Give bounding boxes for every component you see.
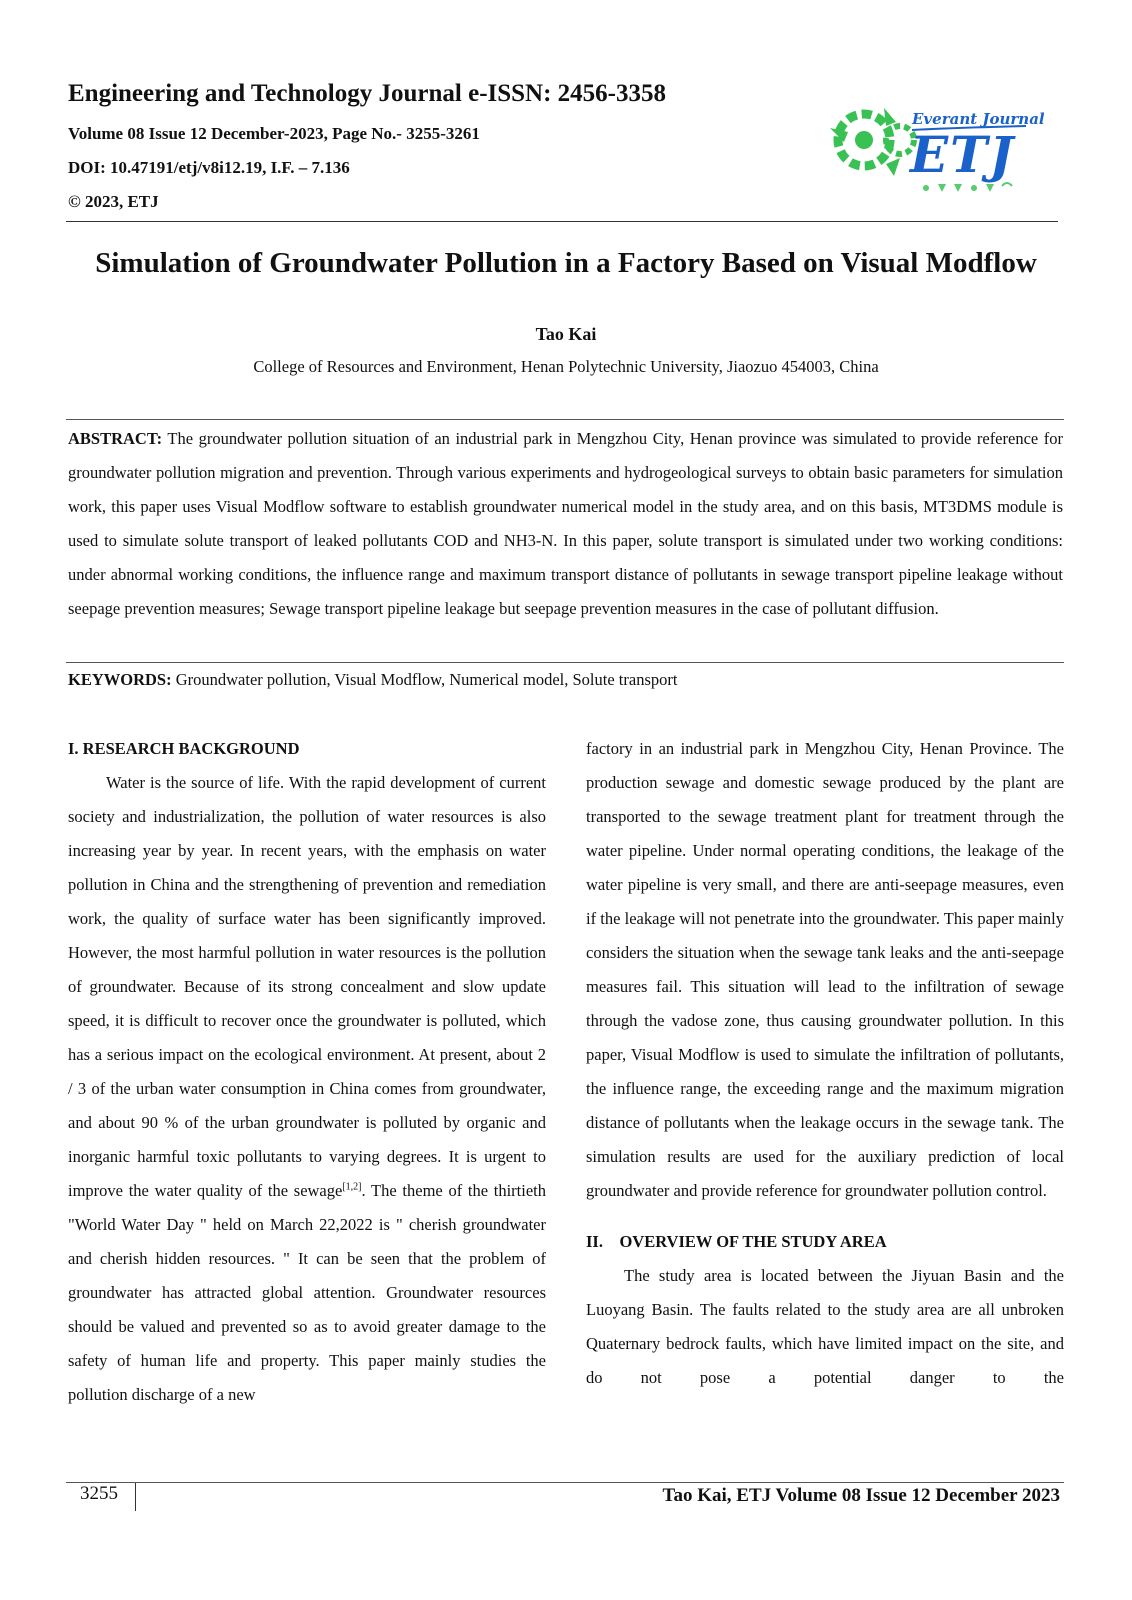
doi-line: DOI: 10.47191/etj/v8i12.19, I.F. – 7.136 [68, 158, 350, 177]
author-affiliation: College of Resources and Environment, Henan Polytechnic University, Jiaozuo 454003, China [253, 357, 879, 376]
keywords [68, 668, 1063, 692]
paper-title: Simulation of Groundwater Pollution in a Factory Based on Visual Modflow [95, 247, 1037, 279]
author-name: Tao Kai [535, 324, 597, 344]
body-text: . The theme of the thirtieth "World Water Day " held on March 22,2022 is " cherish groundwater and cherish hidden resources. " It can be seen that the problem of groundwater has attracted global attention. Groundwater resources should be valued and prevented so as to avoid greater damage to the safety of human life and property. This paper mainly studies the pollution discharge of a new [68, 1181, 547, 1404]
section-heading-overview-study-area: II. OVERVIEW OF THE STUDY AREA [586, 1232, 887, 1251]
etj-logo [826, 88, 1046, 200]
section-heading-research-background: I. RESEARCH BACKGROUND [68, 739, 300, 758]
body-paragraph: The study area is located between the Jiyuan Basin and the Luoyang Basin. The faults related to the study area are all unbroken Quaternary bedrock faults, which have limited impact on the site, and do not pose a potential danger to the [586, 1266, 1064, 1387]
etj-logo-graphic [826, 88, 1046, 200]
left-column [68, 732, 546, 1412]
abstract-text: The groundwater pollution situation of an industrial park in Mengzhou City, Henan province was simulated to provide reference for groundwater pollution migration and prevention. Through various experiments and hydrogeological surveys to obtain basic parameters for simulation work, this paper uses Visual Modflow software to establish groundwater numerical model in the study area, and on this basis, MT3DMS module is used to simulate solute transport of leaked pollutants COD and NH3-N. In this paper, solute transport is simulated under two working conditions: under abnormal working conditions, the influence range and maximum transport distance of pollutants in sewage transport pipeline leakage without seepage prevention measures; Sewage transport pipeline leakage but seepage prevention measures in the case of pollutant diffusion. [68, 429, 1064, 618]
journal-title: Engineering and Technology Journal e-ISSN: 2456-3358 [68, 80, 667, 107]
volume-line: Volume 08 Issue 12 December-2023, Page No.- 3255-3261 [68, 124, 480, 143]
keywords-label: KEYWORDS: [68, 670, 172, 689]
body-text: Water is the source of life. With the rapid development of current society and industrialization, the pollution of water resources is also increasing year by year. In recent years, with the emphasis on water pollution in China and the strengthening of prevention and remediation work, the quality of surface water has been significantly improved. However, the most harmful pollution in water resources is the pollution of groundwater. Because of its strong concealment and slow update speed, it is difficult to recover once the groundwater is polluted, which has a serious impact on the ecological environment. At present, about 2 / 3 of the urban water consumption in China comes from groundwater, and about 90 % of the urban groundwater is polluted by organic and inorganic harmful toxic pollutants to varying degrees. It is urgent to improve the water quality of the sewage [68, 773, 546, 1200]
abstract [68, 422, 1063, 626]
body-paragraph [68, 766, 546, 1412]
abstract-label: ABSTRACT: [68, 429, 163, 448]
abstract-bottom-divider [66, 662, 1064, 663]
header-divider [66, 221, 1058, 222]
citation: [1,2] [342, 1181, 362, 1193]
right-column [586, 732, 1064, 1395]
abstract-top-divider [66, 419, 1064, 420]
body-paragraph-continued: factory in an industrial park in Mengzhou City, Henan Province. The production sewage and domestic sewage produced by the plant are transported to the sewage treatment plant for treatment through the water pipeline. Under normal operating conditions, the leakage of the water pipeline is very small, and there are anti-seepage measures, even if the leakage will not penetrate into the groundwater. This paper mainly considers the situation when the sewage tank leaks and the anti-seepage measures fail. This situation will lead to the infiltration of sewage through the vadose zone, thus causing groundwater pollution. In this paper, Visual Modflow is used to simulate the infiltration of pollutants, the influence range, the exceeding range and the maximum migration distance of pollutants when the leakage occurs in the sewage tank. The simulation results are used for the auxiliary prediction of local groundwater and provide reference for groundwater pollution control. [586, 739, 1064, 1200]
footer-divider [66, 1482, 1064, 1483]
footer-separator [135, 1483, 136, 1511]
running-footer: Tao Kai, ETJ Volume 08 Issue 12 December 2023 [662, 1485, 1060, 1506]
keywords-text: Groundwater pollution, Visual Modflow, Numerical model, Solute transport [175, 670, 678, 689]
logo-letters: ETJ [910, 125, 1015, 184]
copyright-line: © 2023, ETJ [68, 192, 159, 211]
logo-text: Everant Journal [912, 110, 1045, 128]
page-number: 3255 [80, 1483, 118, 1504]
